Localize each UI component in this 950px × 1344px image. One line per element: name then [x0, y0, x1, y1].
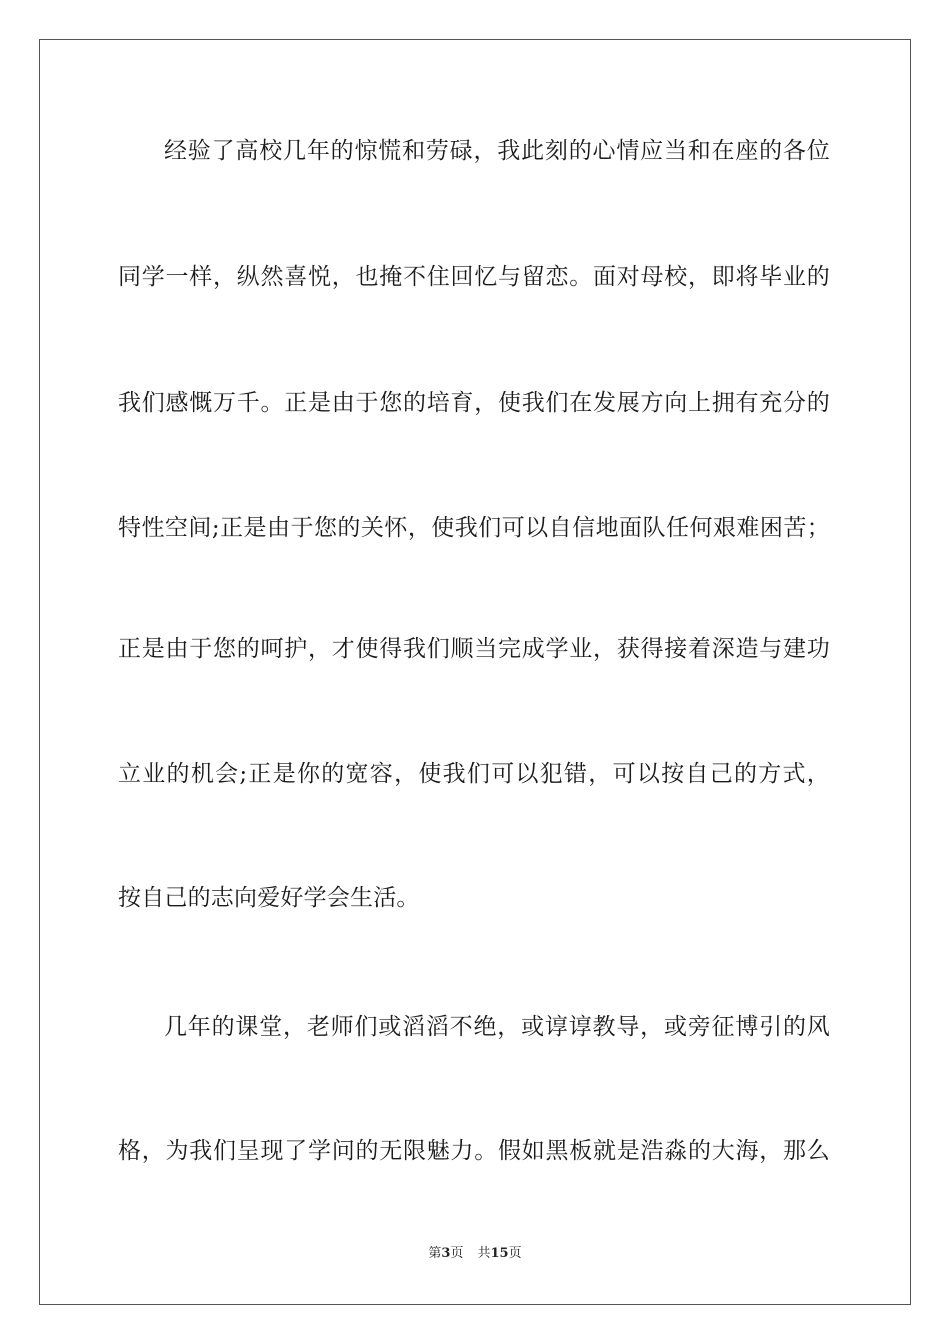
paragraph-1-line-4: 特性空间;正是由于您的关怀，使我们可以自信地面队任何艰难困苦； — [118, 515, 830, 541]
total-pages: 15 — [490, 1246, 509, 1261]
paragraph-2-line-1: 几年的课堂，老师们或滔滔不绝，或谆谆教导，或旁征博引的风 — [164, 1014, 830, 1040]
paragraph-1-line-3: 我们感慨万千。正是由于您的培育，使我们在发展方向上拥有充分的 — [118, 390, 830, 416]
paragraph-1-line-7: 按自己的志向爱好学会生活。 — [118, 885, 420, 911]
page-suffix: 页 — [450, 1246, 464, 1261]
total-prefix: 共 — [477, 1246, 491, 1261]
paragraph-1-line-6: 立业的机会;正是你的宽容，使我们可以犯错，可以按自己的方式， — [118, 761, 830, 787]
paragraph-2-line-2: 格，为我们呈现了学问的无限魅力。假如黑板就是浩淼的大海，那么 — [118, 1138, 830, 1164]
page-border — [39, 39, 911, 1305]
page-number: 3 — [441, 1246, 451, 1261]
page-prefix: 第 — [428, 1246, 442, 1261]
paragraph-1-line-5: 正是由于您的呵护，才使得我们顺当完成学业，获得接着深造与建功 — [118, 636, 830, 662]
page-footer — [0, 1245, 950, 1263]
paragraph-1-line-1: 经验了高校几年的惊慌和劳碌，我此刻的心情应当和在座的各位 — [164, 138, 830, 164]
paragraph-1-line-2: 同学一样，纵然喜悦，也掩不住回忆与留恋。面对母校，即将毕业的 — [118, 264, 830, 290]
total-suffix: 页 — [508, 1246, 522, 1261]
